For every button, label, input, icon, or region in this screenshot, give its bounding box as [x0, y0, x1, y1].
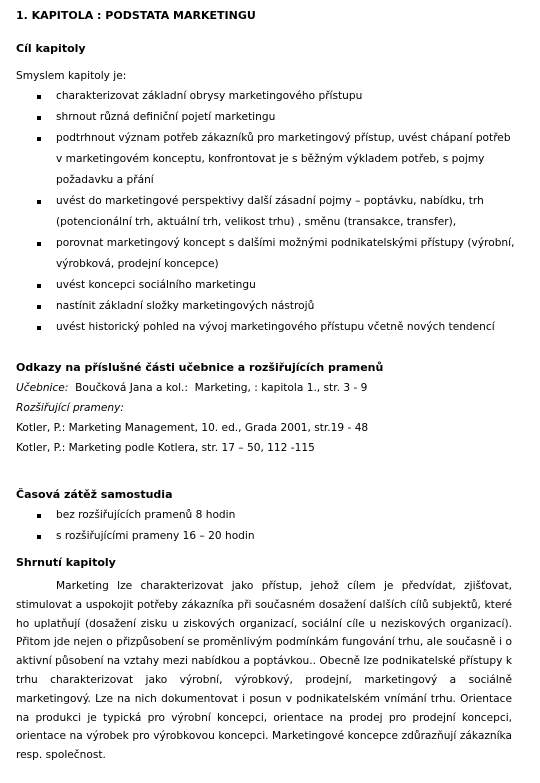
goal-intro: Smyslem kapitoly je:: [16, 70, 127, 82]
bullet-icon: [37, 284, 41, 288]
list-item: charakterizovat základní obrysy marketingového přístupu: [16, 86, 516, 107]
references-heading: Odkazy na příslušné části učebnice a rozšiřujících pramenů: [16, 361, 384, 374]
extended-source-1: Kotler, P.: Marketing Management, 10. ed., Grada 2001, str.19 - 48: [16, 422, 369, 434]
bullet-icon: [37, 326, 41, 330]
textbook-value: Boučková Jana a kol.: Marketing, : kapitola 1., str. 3 - 9: [68, 382, 368, 394]
list-item: bez rozšiřujících pramenů 8 hodin: [16, 505, 516, 526]
bullet-icon: [37, 535, 41, 539]
list-item: nastínit základní složky marketingových nástrojů: [16, 296, 516, 317]
list-item: porovnat marketingový koncept s dalšími možnými podnikatelskými přístupy (výrobní, výrobková, prodejní koncepce): [16, 233, 516, 275]
list-item: podtrhnout význam potřeb zákazníků pro marketingový přístup, uvést chápaní potřeb v marketingovém konceptu, konfrontovat je s běžným výkladem potřeb, s pojmy požadavku a přání: [16, 128, 516, 191]
bullet-icon: [37, 514, 41, 518]
textbook-label: Učebnice:: [16, 382, 69, 394]
extended-label: Rozšiřující prameny:: [16, 402, 124, 414]
goal-heading: Cíl kapitoly: [16, 42, 86, 55]
list-item: shrnout různá definiční pojetí marketingu: [16, 107, 516, 128]
extended-source-2: Kotler, P.: Marketing podle Kotlera, str. 17 – 50, 112 -115: [16, 442, 315, 454]
chapter-title: 1. KAPITOLA : PODSTATA MARKETINGU: [16, 9, 256, 22]
bullet-icon: [37, 305, 41, 309]
time-heading: Časová zátěž samostudia: [16, 488, 173, 501]
list-item: uvést koncepci sociálního marketingu: [16, 275, 516, 296]
bullet-icon: [37, 137, 41, 141]
summary-heading: Shrnutí kapitoly: [16, 556, 116, 569]
bullet-icon: [37, 95, 41, 99]
summary-text: Marketing lze charakterizovat jako přístup, jehož cílem je předvídat, zjišťovat, stimulovat a uspokojit potřeby zákazníka při současném dosažení dalších cílů subjektů, které ho uplatňují (dosažení zisku u ziskových organizací, sociální cíle u neziskových organizací). Přitom jde nejen o přizpůsobení se proměnlivým podmínkám fungování trhu, ale současně i o aktivní působení na vztahy mezi nabídkou a poptávkou.. Obecně lze podnikatelské přístupy k trhu charakterizovat jako výrobní, výrobkový, prodejní, marketingový a sociálně marketingový. Lze na nich dokumentovat i posun v podnikatelském vnímání trhu. Orientace na produkci je typická pro výrobní koncepci, orientace na prodej pro prodejní koncepci, orientace na výrobek pro výrobkovou koncepci. Marketingové koncepce zdůrazňují zákazníka resp. společnost.: [16, 580, 512, 762]
time-list: [16, 505, 516, 547]
goal-list: [16, 86, 516, 338]
textbook-reference: [16, 382, 367, 394]
bullet-icon: [37, 116, 41, 120]
list-item: s rozšiřujícími prameny 16 – 20 hodin: [16, 526, 516, 547]
list-item: uvést do marketingové perspektivy další zásadní pojmy – poptávku, nabídku, trh (potencionální trh, aktuální trh, velikost trhu) , směnu (transakce, transfer),: [16, 191, 516, 233]
list-item: uvést historický pohled na vývoj marketingového přístupu včetně nových tendencí: [16, 317, 516, 338]
bullet-icon: [37, 242, 41, 246]
bullet-icon: [37, 200, 41, 204]
